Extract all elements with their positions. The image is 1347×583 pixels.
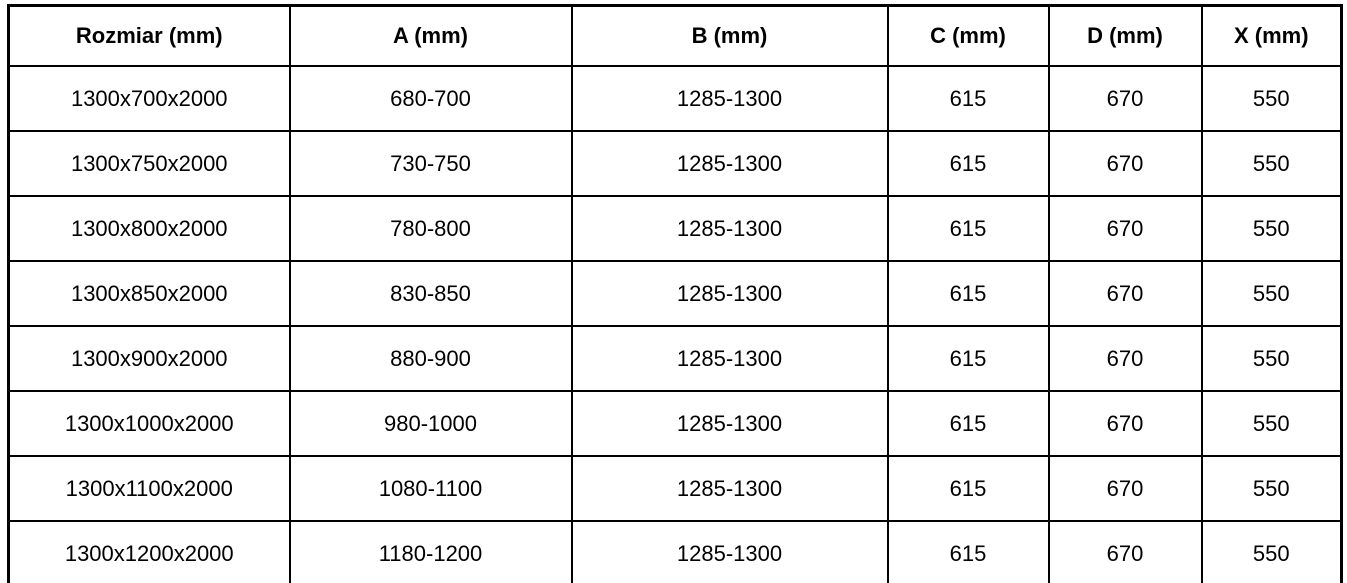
cell-rozmiar: 1300x1200x2000 (9, 521, 290, 583)
column-header-b: B (mm) (572, 6, 888, 67)
table-row (9, 456, 1342, 521)
cell-a: 730-750 (290, 131, 572, 196)
cell-b: 1285-1300 (572, 66, 888, 131)
cell-b: 1285-1300 (572, 391, 888, 456)
cell-b: 1285-1300 (572, 326, 888, 391)
cell-x: 550 (1202, 261, 1342, 326)
cell-d: 670 (1049, 391, 1202, 456)
cell-c: 615 (888, 326, 1049, 391)
table-row (9, 391, 1342, 456)
cell-rozmiar: 1300x750x2000 (9, 131, 290, 196)
cell-x: 550 (1202, 391, 1342, 456)
table-header-row (9, 6, 1342, 67)
cell-d: 670 (1049, 196, 1202, 261)
cell-d: 670 (1049, 261, 1202, 326)
cell-c: 615 (888, 196, 1049, 261)
column-header-a: A (mm) (290, 6, 572, 67)
cell-c: 615 (888, 261, 1049, 326)
cell-a: 780-800 (290, 196, 572, 261)
cell-rozmiar: 1300x800x2000 (9, 196, 290, 261)
cell-x: 550 (1202, 326, 1342, 391)
cell-x: 550 (1202, 521, 1342, 583)
cell-b: 1285-1300 (572, 131, 888, 196)
cell-d: 670 (1049, 131, 1202, 196)
table-row (9, 261, 1342, 326)
table-row (9, 196, 1342, 261)
cell-rozmiar: 1300x700x2000 (9, 66, 290, 131)
cell-c: 615 (888, 521, 1049, 583)
cell-a: 880-900 (290, 326, 572, 391)
cell-d: 670 (1049, 456, 1202, 521)
cell-rozmiar: 1300x900x2000 (9, 326, 290, 391)
column-header-x: X (mm) (1202, 6, 1342, 67)
cell-a: 1180-1200 (290, 521, 572, 583)
cell-a: 830-850 (290, 261, 572, 326)
cell-a: 680-700 (290, 66, 572, 131)
cell-b: 1285-1300 (572, 521, 888, 583)
size-dimensions-table (7, 4, 1343, 583)
table-row (9, 131, 1342, 196)
cell-b: 1285-1300 (572, 456, 888, 521)
cell-b: 1285-1300 (572, 261, 888, 326)
cell-b: 1285-1300 (572, 196, 888, 261)
table-row (9, 521, 1342, 583)
cell-x: 550 (1202, 66, 1342, 131)
cell-d: 670 (1049, 521, 1202, 583)
cell-x: 550 (1202, 456, 1342, 521)
column-header-c: C (mm) (888, 6, 1049, 67)
cell-a: 1080-1100 (290, 456, 572, 521)
column-header-d: D (mm) (1049, 6, 1202, 67)
cell-a: 980-1000 (290, 391, 572, 456)
cell-rozmiar: 1300x850x2000 (9, 261, 290, 326)
cell-d: 670 (1049, 326, 1202, 391)
cell-x: 550 (1202, 196, 1342, 261)
column-header-rozmiar: Rozmiar (mm) (9, 6, 290, 67)
cell-c: 615 (888, 66, 1049, 131)
cell-x: 550 (1202, 131, 1342, 196)
cell-c: 615 (888, 456, 1049, 521)
cell-rozmiar: 1300x1100x2000 (9, 456, 290, 521)
cell-d: 670 (1049, 66, 1202, 131)
table-row (9, 66, 1342, 131)
cell-c: 615 (888, 131, 1049, 196)
table-row (9, 326, 1342, 391)
cell-rozmiar: 1300x1000x2000 (9, 391, 290, 456)
cell-c: 615 (888, 391, 1049, 456)
